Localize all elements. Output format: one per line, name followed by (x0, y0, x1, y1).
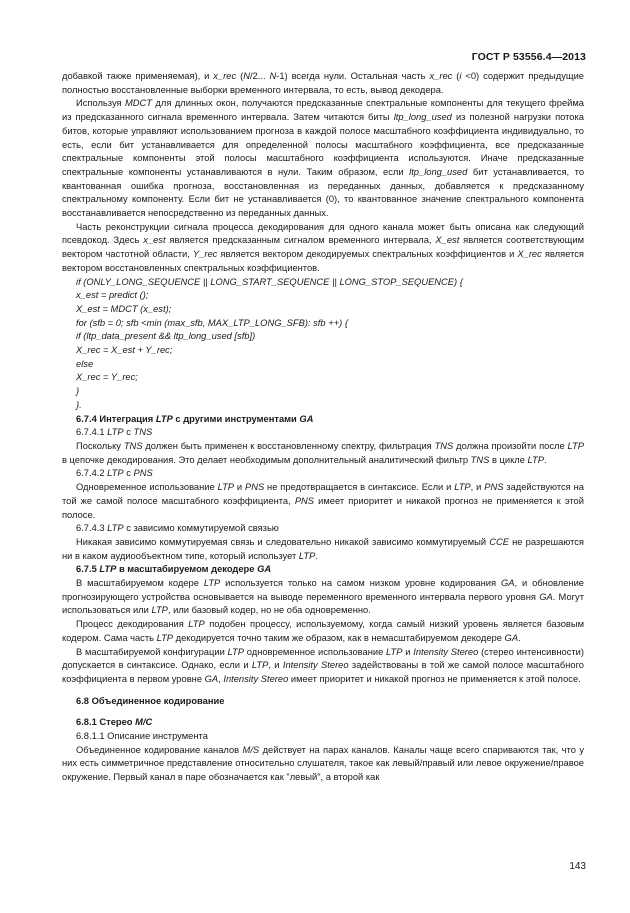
paragraph: Одновременное использование LTP и PNS не предотвращается в синтаксисе. Если и LTP, и PNS задействуются на той же самой полосе масштабного коэффициента, PNS имеет приоритет и никакой прогноз не применяется к этой полосе. (62, 482, 584, 520)
paragraph: В масштабируемой конфигурации LTP одновременное использование LTP и Intensity Stereo (стерео интенсивности) допускается в синтаксисе. Однако, если и LTP, и Intensity Stereo задействованы в той же самой полосе масштабного коэффициента в первом уровне GA, Intensity Stereo имеет приоритет и никакой прогноз не применяется к этой полосе. (62, 646, 584, 684)
paragraph: Поскольку TNS должен быть применен к восстановленному спектру, фильтрация TNS должна произойти после LTP в цепочке декодирования. Это делает необходимым дополнительный аналитический фильтр TNS в цикле LTP. (62, 440, 584, 465)
paragraph: Процесс декодирования LTP подобен процессу, используемому, когда самый низкий уровень является базовым кодером. Сама часть LTP декодируется точно таким же образом, как в немасштабируемом декодере GA. (62, 619, 585, 643)
code-line: else (76, 358, 94, 369)
subsection-heading: 6.7.4.3 LTP с зависимо коммутируемой связью (76, 523, 279, 534)
standard-code-header: ГОСТ Р 53556.4—2013 (471, 51, 586, 63)
section-heading: 6.7.5 LTP в масштабируемом декодере GA (76, 564, 272, 575)
subsection-heading: 6.7.4.2 LTP с PNS (76, 468, 153, 479)
code-line: X_rec = Y_rec; (76, 372, 138, 383)
code-line: for (sfb = 0; sfb <min (max_sfb, MAX_LTP_LONG_SFB): sfb ++) { (76, 317, 348, 328)
code-line: if (ltp_data_present && ltp_long_used [sfb]) (76, 331, 256, 342)
code-line: }. (76, 399, 82, 410)
section-heading: 6.7.4 Интеграция LTP с другими инструментами GA (76, 413, 314, 424)
paragraph: В масштабируемом кодере LTP используется только на самом низком уровне кодирования GA, и обновление прогнозирующего устройства основывается на выводе переменного временного интервала первого уровня GA. Могут использоваться или LTP, или базовый кодер, но не оба одновременно. (62, 578, 585, 616)
code-line: X_rec = X_est + Y_rec; (76, 345, 173, 356)
section-heading: 6.8.1 Стерео M/C (76, 717, 153, 728)
paragraph: Никакая зависимо коммутируемая связь и следовательно никакой зависимо коммутируемый CCE не разрешаются ни в каком аудиообъектном типе, который использует LTP. (62, 536, 584, 561)
paragraph: добавкой также применяемая), и x_rec (N/2... N-1) всегда нули. Остальная часть x_rec (i <0) содержит предыдущие полностью восстановленные выборки временного интервала, то есть, вывод декодера. (62, 71, 585, 95)
code-line: x_est = predict (); (76, 290, 149, 301)
document-body (62, 70, 584, 785)
paragraph: Часть реконструкции сигнала процесса декодирования для одного канала может быть описана как следующий псевдокод. Здесь x_est является предсказанным сигналом временного интервала, X_est является соответствующим вектором частотной области, Y_rec является вектором декодируемых спектральных коэффициентов и X_rec является вектором восстановленных спектральных коэффициентов. (62, 221, 584, 273)
subsection-heading: 6.8.1.1 Описание инструмента (76, 731, 208, 742)
code-line: X_est = MDCT (x_est); (76, 303, 172, 314)
paragraph: Используя MDCT для длинных окон, получаются предсказанные спектральные компоненты для текущего фрейма из предсказанного сигнала временного интервала. Затем читаются биты ltp_long_used из полезной нагрузки потока битов, которые управляют использованием прогноза в каждой полосе масштабного коэффициента индивидуально, то есть, если бит устанавливается для определенной полосы масштабного коэффициента, все предсказанные спектральные компоненты этой полосы масштабного коэффициента используются. Иначе предсказанные спектральные компоненты устанавливаются в нули. Таким образом, если ltp_long_used бит устанавливается, то квантованная ошибка прогноза, восстановленная из переданных данных, добавляется к предсказанному спектральному компоненту. Если бит не устанавливается (0), то квантованное значение спектрального компонента восстанавливается непосредственно из переданных данных. (62, 98, 585, 219)
page-number: 143 (569, 861, 586, 872)
paragraph: Объединенное кодирование каналов M/S действует на парах каналов. Каналы чаще всего спариваются так, что у них есть симметричное представление относительно слушателя, такое как левый/правый или левое окружение/правое окружение. Первый канал в паре обозначается как "левый", а второй как (62, 744, 584, 783)
section-heading: 6.8 Объединенное кодирование (76, 695, 225, 706)
code-line: } (76, 386, 80, 397)
code-line: if (ONLY_LONG_SEQUENCE || LONG_START_SEQUENCE || LONG_STOP_SEQUENCE) { (76, 276, 463, 287)
subsection-heading: 6.7.4.1 LTP с TNS (76, 427, 153, 438)
